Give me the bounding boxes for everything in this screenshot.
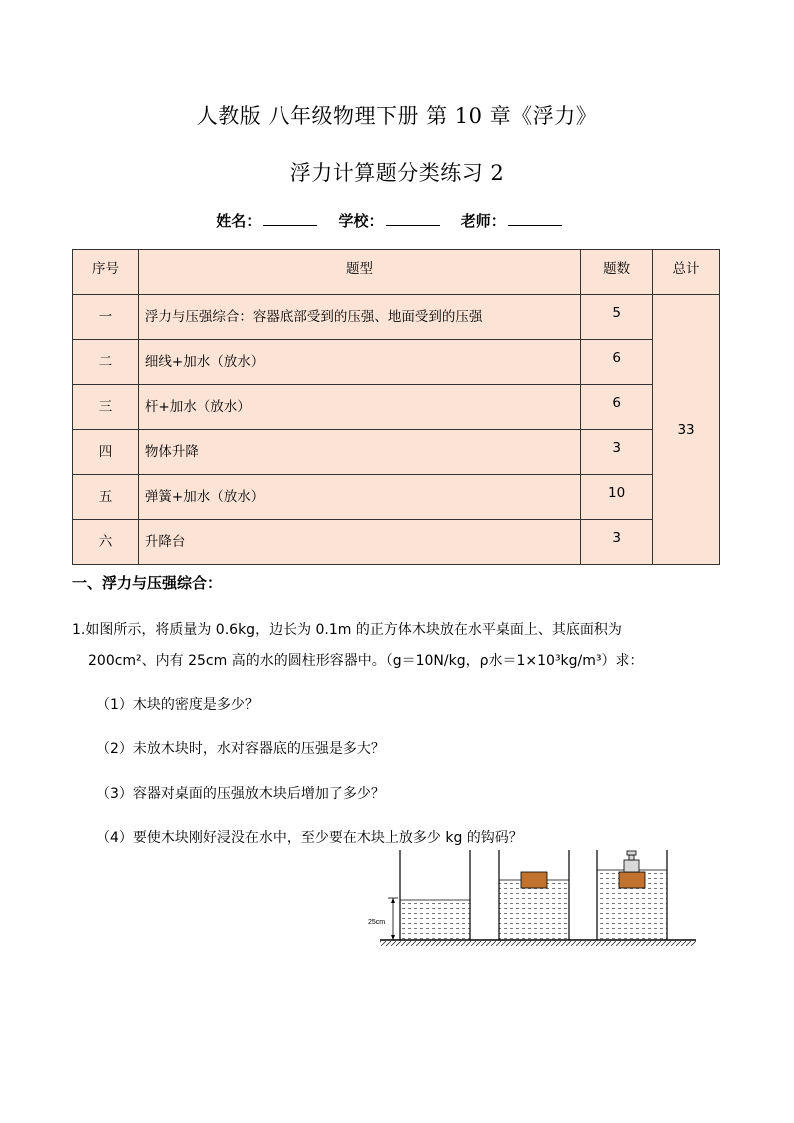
container-1 [400, 850, 470, 940]
container-2 [499, 850, 569, 940]
table-row [73, 520, 720, 565]
sub-question-4: （4）要使木块刚好浸没在水中，至少要在木块上放多少 kg 的钩码？ [96, 830, 523, 846]
ground [380, 940, 696, 946]
name-blank[interactable] [263, 211, 317, 226]
table-row [73, 430, 720, 475]
row-no: 五 [73, 475, 139, 520]
row-no: 六 [73, 520, 139, 565]
row-type: 弹簧+加水（放水） [138, 475, 580, 520]
row-type: 物体升降 [138, 430, 580, 475]
row-count: 5 [581, 295, 653, 340]
row-type: 升降台 [138, 520, 580, 565]
row-no: 三 [73, 385, 139, 430]
wood-block [521, 872, 547, 888]
depth-dimension [368, 898, 398, 940]
table-header-row [73, 250, 720, 295]
summary-table [72, 249, 720, 565]
question-1-line-2: 200cm²、内有 25cm 高的水的圆柱形容器中。（g＝10N/kg，ρ水＝1×10³kg/m³）求： [88, 653, 644, 669]
row-count: 3 [581, 520, 653, 565]
wood-block-submerged [619, 872, 645, 888]
row-count: 6 [581, 340, 653, 385]
name-label: 姓名： [216, 212, 262, 230]
teacher-label: 老师： [460, 212, 506, 230]
table-row [73, 340, 720, 385]
row-count: 10 [581, 475, 653, 520]
hook-weight [624, 851, 639, 872]
sub-question-3: （3）容器对桌面的压强放木块后增加了多少？ [96, 786, 385, 802]
teacher-blank[interactable] [508, 211, 562, 226]
student-info-line [0, 210, 794, 231]
header-type: 题型 [138, 250, 580, 295]
sub-question-1: （1）木块的密度是多少？ [96, 697, 259, 713]
row-no: 二 [73, 340, 139, 385]
section-heading: 一、浮力与压强综合： [72, 574, 223, 592]
sub-question-2: （2）未放木块时，水对容器底的压强是多大？ [96, 741, 385, 757]
header-count: 题数 [581, 250, 653, 295]
school-blank[interactable] [386, 211, 440, 226]
question-1-line-1: 1.如图所示，将质量为 0.6kg，边长为 0.1m 的正方体木块放在水平桌面上、其底面积为 [72, 622, 622, 638]
row-type: 细线+加水（放水） [138, 340, 580, 385]
depth-label: 25cm [368, 919, 386, 926]
title-line-2: 浮力计算题分类练习 2 [289, 161, 505, 185]
containers-figure [366, 846, 698, 950]
row-no: 四 [73, 430, 139, 475]
row-count: 3 [581, 430, 653, 475]
total-cell: 33 [653, 295, 720, 565]
row-no: 一 [73, 295, 139, 340]
row-type: 浮力与压强综合：容器底部受到的压强、地面受到的压强 [138, 295, 580, 340]
header-total: 总计 [653, 250, 720, 295]
table-row [73, 385, 720, 430]
row-count: 6 [581, 385, 653, 430]
title-line-1: 人教版 八年级物理下册 第 10 章《浮力》 [196, 104, 598, 128]
table-row [73, 475, 720, 520]
header-no: 序号 [73, 250, 139, 295]
container-3 [597, 850, 667, 940]
row-type: 杆+加水（放水） [138, 385, 580, 430]
table-row [73, 295, 720, 340]
school-label: 学校： [338, 212, 384, 230]
